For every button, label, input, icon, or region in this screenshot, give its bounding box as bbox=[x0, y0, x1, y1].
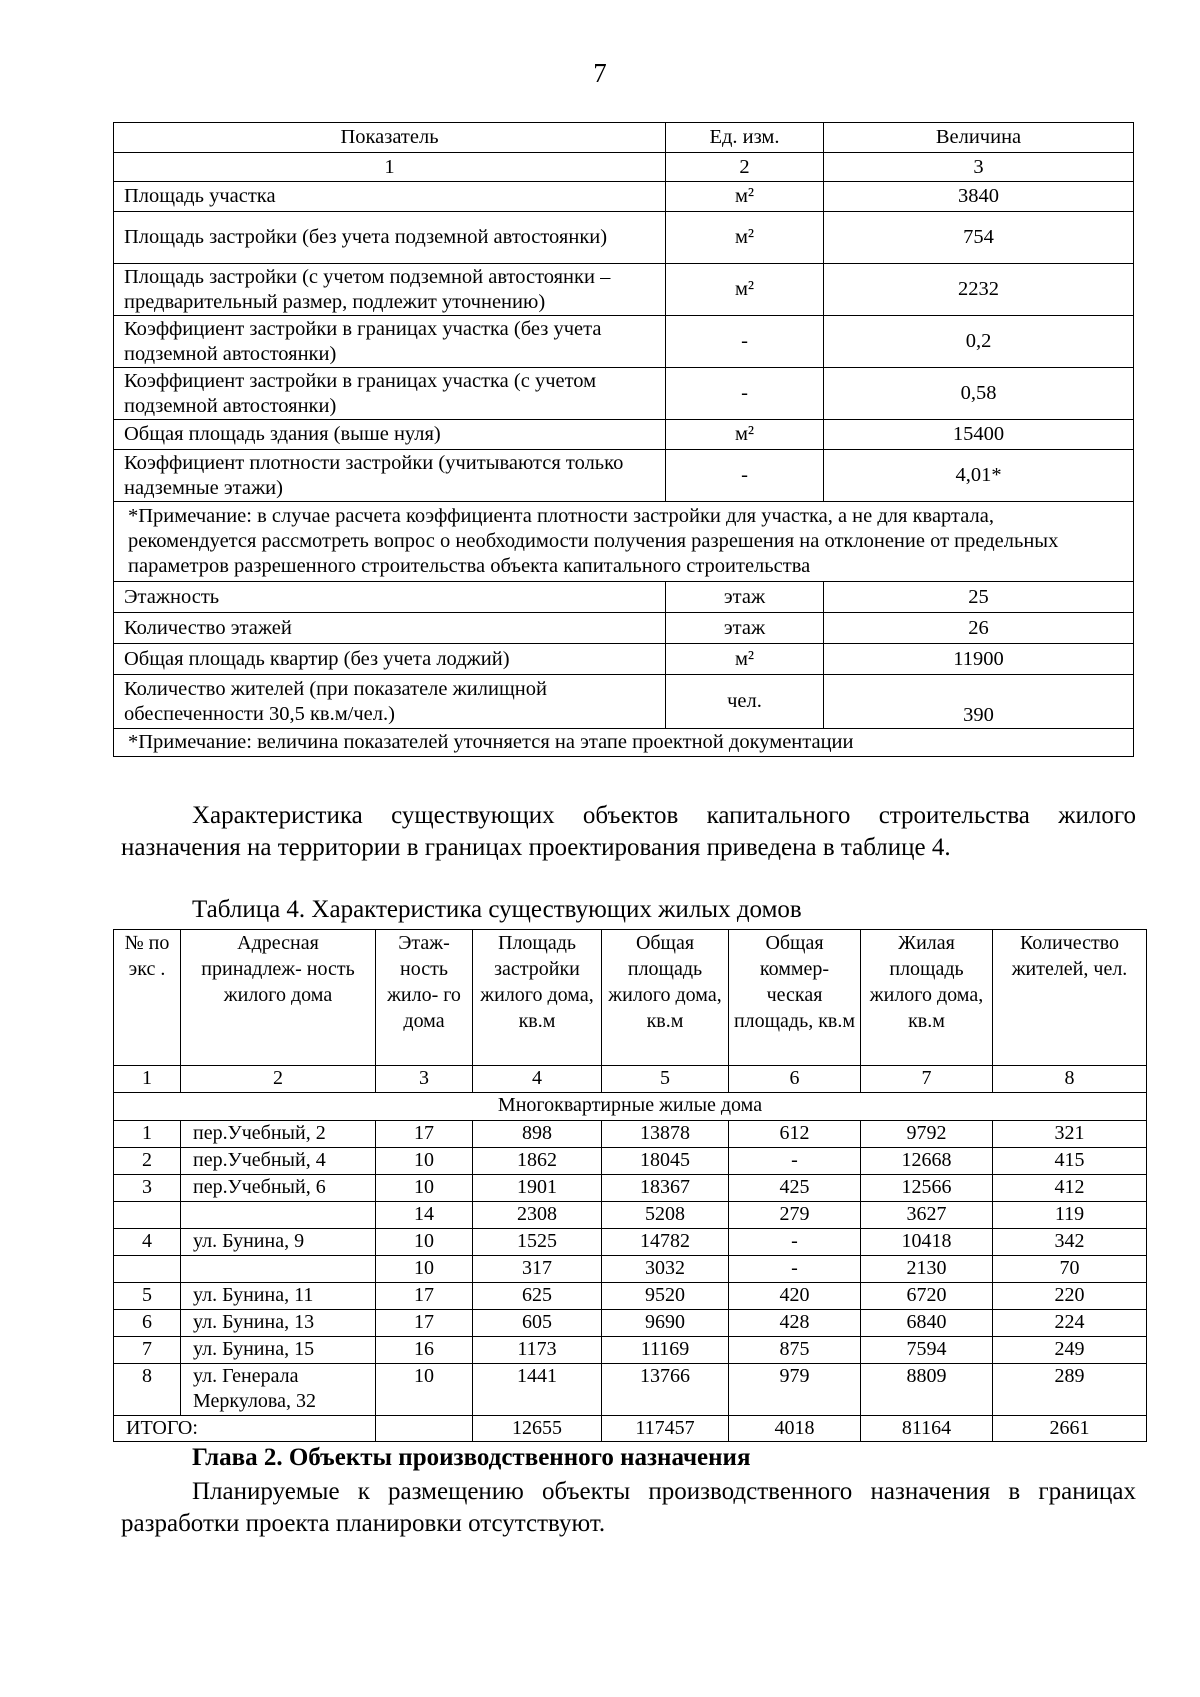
section-title: Многоквартирные жилые дома bbox=[114, 1092, 1147, 1120]
cell: 875 bbox=[729, 1336, 861, 1363]
table-row bbox=[114, 675, 1134, 729]
table-row bbox=[114, 1309, 1147, 1336]
indicator-name: Общая площадь здания (выше нуля) bbox=[114, 420, 666, 450]
chapter-paragraph-text: Планируемые к размещению объекты производственного назначения в границах разработки проекта планировки отсутствуют. bbox=[121, 1478, 1136, 1537]
cell: 2661 bbox=[993, 1415, 1147, 1442]
cell: 13878 bbox=[602, 1120, 729, 1147]
cell: 3 bbox=[114, 1174, 181, 1201]
cell: 9792 bbox=[861, 1120, 993, 1147]
table4-caption: Таблица 4. Характеристика существующих жилых домов bbox=[192, 896, 802, 923]
header-cell: Количество жителей, чел. bbox=[993, 930, 1147, 1066]
indicator-unit: м² bbox=[666, 182, 824, 212]
cell bbox=[114, 1201, 181, 1228]
cell: 249 bbox=[993, 1336, 1147, 1363]
indicator-value: 15400 bbox=[824, 420, 1134, 450]
cell: 13766 bbox=[602, 1363, 729, 1415]
indicator-unit: - bbox=[666, 316, 824, 368]
header-cell: Площадь застройки жилого дома, кв.м bbox=[473, 930, 602, 1066]
cell: 4018 bbox=[729, 1415, 861, 1442]
table-row bbox=[114, 450, 1134, 502]
cell: ул. Бунина, 13 bbox=[181, 1309, 376, 1336]
cell: 2308 bbox=[473, 1201, 602, 1228]
header-cell: № по экс . bbox=[114, 930, 181, 1066]
cell: 18367 bbox=[602, 1174, 729, 1201]
cell: 5208 bbox=[602, 1201, 729, 1228]
header-cell: Ед. изм. bbox=[666, 123, 824, 153]
indicator-name: Коэффициент плотности застройки (учитываются только надземные этажи) bbox=[114, 450, 666, 502]
header-cell: Общая коммер- ческая площадь, кв.м bbox=[729, 930, 861, 1066]
table-row bbox=[114, 1255, 1147, 1282]
cell: 1441 bbox=[473, 1363, 602, 1415]
cell: пер.Учебный, 4 bbox=[181, 1147, 376, 1174]
cell: 18045 bbox=[602, 1147, 729, 1174]
chapter-heading: Глава 2. Объекты производственного назначения bbox=[192, 1444, 751, 1471]
indicator-value: 0,2 bbox=[824, 316, 1134, 368]
indicator-unit: м² bbox=[666, 212, 824, 264]
section-row bbox=[114, 1092, 1147, 1120]
cell bbox=[181, 1201, 376, 1228]
indicator-unit: м² bbox=[666, 264, 824, 316]
table-row bbox=[114, 1336, 1147, 1363]
cell: 317 bbox=[473, 1255, 602, 1282]
table-row bbox=[114, 368, 1134, 420]
indicators-table bbox=[113, 122, 1134, 757]
col-number: 5 bbox=[602, 1066, 729, 1093]
table-row bbox=[114, 1174, 1147, 1201]
indicator-unit: этаж bbox=[666, 613, 824, 644]
cell: ул. Бунина, 15 bbox=[181, 1336, 376, 1363]
indicator-value: 390 bbox=[824, 675, 1134, 729]
table-row bbox=[114, 613, 1134, 644]
table-row bbox=[114, 1201, 1147, 1228]
cell: 16 bbox=[376, 1336, 473, 1363]
col-number: 2 bbox=[666, 153, 824, 182]
cell: 289 bbox=[993, 1363, 1147, 1415]
residential-buildings-table bbox=[113, 929, 1147, 1442]
note-row bbox=[114, 502, 1134, 582]
col-number: 7 bbox=[861, 1066, 993, 1093]
cell bbox=[114, 1255, 181, 1282]
cell: 279 bbox=[729, 1201, 861, 1228]
table-header-row bbox=[114, 930, 1147, 1066]
chapter-paragraph bbox=[121, 1476, 1136, 1540]
col-number: 1 bbox=[114, 153, 666, 182]
cell: 12566 bbox=[861, 1174, 993, 1201]
cell: 6840 bbox=[861, 1309, 993, 1336]
cell: 9520 bbox=[602, 1282, 729, 1309]
note-row bbox=[114, 729, 1134, 757]
indicator-value: 4,01* bbox=[824, 450, 1134, 502]
indicator-unit: - bbox=[666, 368, 824, 420]
intro-paragraph-text: Характеристика существующих объектов капитального строительства жилого назначения на территории в границах проектирования приведена в таблице 4. bbox=[121, 802, 1136, 861]
table-row bbox=[114, 582, 1134, 613]
indicator-value: 11900 bbox=[824, 644, 1134, 675]
indicator-name: Этажность bbox=[114, 582, 666, 613]
total-label: ИТОГО: bbox=[114, 1415, 376, 1442]
table-row bbox=[114, 1228, 1147, 1255]
cell: 70 bbox=[993, 1255, 1147, 1282]
cell: 342 bbox=[993, 1228, 1147, 1255]
cell: - bbox=[729, 1228, 861, 1255]
cell: 10 bbox=[376, 1228, 473, 1255]
cell: 1 bbox=[114, 1120, 181, 1147]
cell: 1901 bbox=[473, 1174, 602, 1201]
indicator-unit: м² bbox=[666, 420, 824, 450]
table-row bbox=[114, 1120, 1147, 1147]
cell: 605 bbox=[473, 1309, 602, 1336]
cell: 415 bbox=[993, 1147, 1147, 1174]
cell: 420 bbox=[729, 1282, 861, 1309]
table-row bbox=[114, 212, 1134, 264]
cell: 12655 bbox=[473, 1415, 602, 1442]
cell: 10 bbox=[376, 1363, 473, 1415]
cell: 1862 bbox=[473, 1147, 602, 1174]
cell: 9690 bbox=[602, 1309, 729, 1336]
cell: 6720 bbox=[861, 1282, 993, 1309]
header-cell: Этаж- ность жило- го дома bbox=[376, 930, 473, 1066]
cell: ул. Генерала Меркулова, 32 bbox=[181, 1363, 376, 1415]
col-number: 6 bbox=[729, 1066, 861, 1093]
col-number: 4 bbox=[473, 1066, 602, 1093]
indicator-value: 26 bbox=[824, 613, 1134, 644]
cell: 3032 bbox=[602, 1255, 729, 1282]
cell: 5 bbox=[114, 1282, 181, 1309]
cell: 898 bbox=[473, 1120, 602, 1147]
table-row bbox=[114, 316, 1134, 368]
cell: 425 bbox=[729, 1174, 861, 1201]
table-row bbox=[114, 644, 1134, 675]
header-cell: Величина bbox=[824, 123, 1134, 153]
indicator-unit: этаж bbox=[666, 582, 824, 613]
cell: 224 bbox=[993, 1309, 1147, 1336]
column-number-row bbox=[114, 1066, 1147, 1093]
cell: 4 bbox=[114, 1228, 181, 1255]
indicator-unit: чел. bbox=[666, 675, 824, 729]
col-number: 2 bbox=[181, 1066, 376, 1093]
cell: ул. Бунина, 11 bbox=[181, 1282, 376, 1309]
cell: 2 bbox=[114, 1147, 181, 1174]
cell: ул. Бунина, 9 bbox=[181, 1228, 376, 1255]
cell: 1173 bbox=[473, 1336, 602, 1363]
cell bbox=[181, 1255, 376, 1282]
indicator-value: 25 bbox=[824, 582, 1134, 613]
page-number: 7 bbox=[593, 58, 607, 88]
indicator-name: Общая площадь квартир (без учета лоджий) bbox=[114, 644, 666, 675]
cell: 17 bbox=[376, 1282, 473, 1309]
col-number: 8 bbox=[993, 1066, 1147, 1093]
cell: 17 bbox=[376, 1120, 473, 1147]
col-number: 1 bbox=[114, 1066, 181, 1093]
density-note: *Примечание: в случае расчета коэффициента плотности застройки для участка, а не для квартала, рекомендуется рассмотреть вопрос о необходимости получения разрешения на отклонение от предельных параметров разрешенного строительства объекта капитального строительства bbox=[114, 502, 1134, 582]
cell: 14782 bbox=[602, 1228, 729, 1255]
cell: пер.Учебный, 6 bbox=[181, 1174, 376, 1201]
cell: пер.Учебный, 2 bbox=[181, 1120, 376, 1147]
indicator-name: Количество жителей (при показателе жилищной обеспеченности 30,5 кв.м/чел.) bbox=[114, 675, 666, 729]
cell: 10 bbox=[376, 1174, 473, 1201]
cell: 7594 bbox=[861, 1336, 993, 1363]
indicator-name: Площадь застройки (без учета подземной автостоянки) bbox=[114, 212, 666, 264]
cell bbox=[376, 1415, 473, 1442]
indicator-unit: м² bbox=[666, 644, 824, 675]
cell: 612 bbox=[729, 1120, 861, 1147]
values-note: *Примечание: величина показателей уточняется на этапе проектной документации bbox=[114, 729, 1134, 757]
cell: 17 bbox=[376, 1309, 473, 1336]
col-number: 3 bbox=[824, 153, 1134, 182]
table-row bbox=[114, 420, 1134, 450]
cell: 8809 bbox=[861, 1363, 993, 1415]
table-row bbox=[114, 1147, 1147, 1174]
cell: 6 bbox=[114, 1309, 181, 1336]
indicator-value: 0,58 bbox=[824, 368, 1134, 420]
intro-paragraph bbox=[121, 800, 1136, 864]
cell: 10 bbox=[376, 1255, 473, 1282]
col-number: 3 bbox=[376, 1066, 473, 1093]
cell: 321 bbox=[993, 1120, 1147, 1147]
table-row bbox=[114, 264, 1134, 316]
table-row bbox=[114, 182, 1134, 212]
cell: - bbox=[729, 1255, 861, 1282]
column-number-row bbox=[114, 153, 1134, 182]
header-cell: Показатель bbox=[114, 123, 666, 153]
header-cell: Общая площадь жилого дома, кв.м bbox=[602, 930, 729, 1066]
cell: 220 bbox=[993, 1282, 1147, 1309]
cell: 8 bbox=[114, 1363, 181, 1415]
cell: 428 bbox=[729, 1309, 861, 1336]
table-header-row bbox=[114, 123, 1134, 153]
indicator-value: 3840 bbox=[824, 182, 1134, 212]
header-cell: Адресная принадлеж- ность жилого дома bbox=[181, 930, 376, 1066]
cell: 12668 bbox=[861, 1147, 993, 1174]
indicator-value: 754 bbox=[824, 212, 1134, 264]
indicator-name: Площадь застройки (с учетом подземной автостоянки – предварительный размер, подлежит уточнению) bbox=[114, 264, 666, 316]
cell: 7 bbox=[114, 1336, 181, 1363]
cell: 10418 bbox=[861, 1228, 993, 1255]
cell: 117457 bbox=[602, 1415, 729, 1442]
indicator-name: Количество этажей bbox=[114, 613, 666, 644]
cell: 2130 bbox=[861, 1255, 993, 1282]
cell: - bbox=[729, 1147, 861, 1174]
cell: 625 bbox=[473, 1282, 602, 1309]
cell: 81164 bbox=[861, 1415, 993, 1442]
indicator-unit: - bbox=[666, 450, 824, 502]
indicator-name: Коэффициент застройки в границах участка (с учетом подземной автостоянки) bbox=[114, 368, 666, 420]
cell: 1525 bbox=[473, 1228, 602, 1255]
header-cell: Жилая площадь жилого дома, кв.м bbox=[861, 930, 993, 1066]
cell: 3627 bbox=[861, 1201, 993, 1228]
table-row bbox=[114, 1363, 1147, 1415]
indicator-name: Площадь участка bbox=[114, 182, 666, 212]
table-row bbox=[114, 1282, 1147, 1309]
indicator-value: 2232 bbox=[824, 264, 1134, 316]
cell: 119 bbox=[993, 1201, 1147, 1228]
total-row bbox=[114, 1415, 1147, 1442]
cell: 979 bbox=[729, 1363, 861, 1415]
cell: 412 bbox=[993, 1174, 1147, 1201]
cell: 14 bbox=[376, 1201, 473, 1228]
indicator-name: Коэффициент застройки в границах участка (без учета подземной автостоянки) bbox=[114, 316, 666, 368]
cell: 10 bbox=[376, 1147, 473, 1174]
cell: 11169 bbox=[602, 1336, 729, 1363]
